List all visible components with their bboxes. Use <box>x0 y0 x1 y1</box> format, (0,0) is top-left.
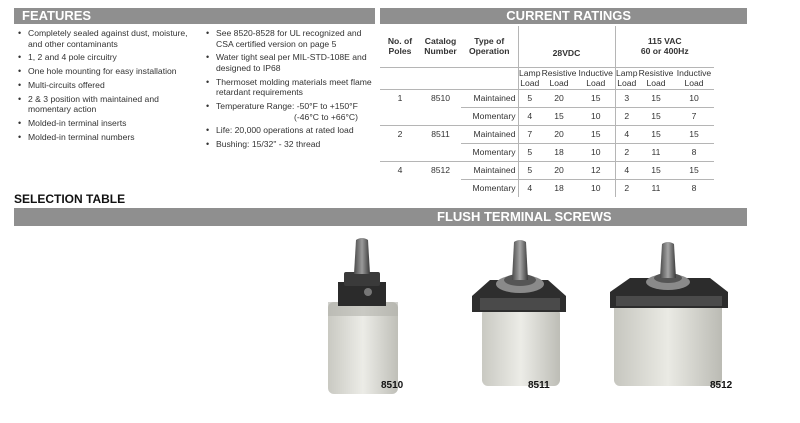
operation-cell: Momentary <box>461 107 518 125</box>
temp-range-f: Temperature Range: -50°F to +150°F <box>216 101 358 112</box>
value-cell: 3 <box>615 89 638 107</box>
value-cell: 8 <box>674 179 714 197</box>
ac-header: 115 VAC 60 or 400Hz <box>615 26 714 67</box>
value-cell: 15 <box>577 125 615 143</box>
value-cell: 18 <box>541 143 577 161</box>
value-cell: 10 <box>577 179 615 197</box>
value-cell: 5 <box>518 161 541 179</box>
value-cell: 20 <box>541 125 577 143</box>
value-cell: 15 <box>674 161 714 179</box>
product-label: 8511 <box>528 380 550 391</box>
features-list-right <box>202 28 374 153</box>
value-cell: 5 <box>518 143 541 161</box>
value-cell: 7 <box>518 125 541 143</box>
feature-item: • One hole mounting for easy installation <box>14 66 199 77</box>
catalog-header: Catalog Number <box>420 26 461 67</box>
poles-cell: 1 <box>397 93 403 104</box>
dc-header: 28VDC <box>518 26 615 67</box>
load-header: Lamp Load <box>519 68 541 88</box>
feature-item: • Completely sealed against dust, moisture, and other contaminants <box>14 28 199 49</box>
value-cell: 15 <box>638 125 674 143</box>
value-cell: 12 <box>577 161 615 179</box>
poles-header: No. of Poles <box>380 26 420 67</box>
feature-item: • Water tight seal per MIL-STD-108E and designed to IP68 <box>202 52 374 73</box>
load-header: Lamp Load <box>616 68 638 88</box>
value-cell: 4 <box>518 107 541 125</box>
value-cell: 10 <box>577 143 615 161</box>
switch-8510-image <box>316 236 408 398</box>
feature-item: • 1, 2 and 4 pole circuitry <box>14 52 199 63</box>
catalog-cell: 8511 <box>420 125 461 143</box>
value-cell: 15 <box>638 107 674 125</box>
value-cell: 15 <box>590 93 601 103</box>
value-cell: 15 <box>651 93 661 103</box>
value-cell: 8 <box>674 143 714 161</box>
value-cell: 10 <box>689 93 699 103</box>
feature-item: • Molded-in terminal inserts <box>14 118 199 129</box>
load-header: Inductive Load <box>577 67 615 89</box>
value-cell: 4 <box>615 125 638 143</box>
selection-table-title: SELECTION TABLE <box>14 192 126 206</box>
value-cell: 11 <box>638 179 674 197</box>
operation-cell: Maintained <box>461 125 518 143</box>
operation-cell: Maintained <box>473 93 516 103</box>
value-cell: 20 <box>554 93 564 103</box>
flush-terminal-screws-header: FLUSH TERMINAL SCREWS <box>14 208 747 226</box>
switch-8511-image <box>464 238 574 390</box>
value-cell: 10 <box>577 107 615 125</box>
poles-cell: 4 <box>380 161 420 179</box>
operation-cell: Momentary <box>461 179 518 197</box>
feature-item: • See 8520-8528 for UL recognized and CSA certified version on page 5 <box>202 28 374 49</box>
value-cell: 20 <box>541 161 577 179</box>
value-cell: 2 <box>615 107 638 125</box>
product-label: 8512 <box>710 380 733 391</box>
load-header: Resistive Load <box>638 68 674 88</box>
feature-item: • Molded-in terminal numbers <box>14 132 199 143</box>
feature-item: • 2 & 3 position with maintained and momentary action <box>14 94 199 115</box>
value-cell: 18 <box>541 179 577 197</box>
value-cell: 7 <box>674 107 714 125</box>
operation-header: Type of Operation <box>461 26 518 67</box>
load-header: Inductive Load <box>674 67 714 89</box>
temp-range-c: (-46°C to +66°C) <box>294 111 358 122</box>
value-cell: 4 <box>518 179 541 197</box>
value-cell: 2 <box>615 179 638 197</box>
value-cell: 5 <box>518 89 541 107</box>
value-cell: 2 <box>615 143 638 161</box>
feature-item: • Thermoset molding materials meet flame retardant requirements <box>202 77 374 98</box>
feature-item <box>202 101 374 122</box>
load-header: Resistive Load <box>541 68 577 88</box>
feature-item: • Bushing: 15/32" - 32 thread <box>202 139 374 150</box>
operation-cell: Maintained <box>461 161 518 179</box>
catalog-cell: 8510 <box>430 93 451 104</box>
feature-item: • Life: 20,000 operations at rated load <box>202 125 374 136</box>
catalog-cell: 8512 <box>420 161 461 179</box>
value-cell: 15 <box>541 107 577 125</box>
value-cell: 11 <box>638 143 674 161</box>
switch-8512-image <box>604 240 734 390</box>
feature-item: • Multi-circuits offered <box>14 80 199 91</box>
operation-cell: Momentary <box>461 143 518 161</box>
value-cell: 15 <box>674 125 714 143</box>
value-cell: 15 <box>638 161 674 179</box>
features-header: FEATURES <box>14 8 375 24</box>
current-ratings-header: CURRENT RATINGS <box>380 8 747 24</box>
current-ratings-table <box>380 26 714 197</box>
value-cell: 4 <box>615 161 638 179</box>
product-label: 8510 <box>381 380 404 391</box>
poles-cell: 2 <box>380 125 420 143</box>
features-list-left <box>14 28 199 146</box>
